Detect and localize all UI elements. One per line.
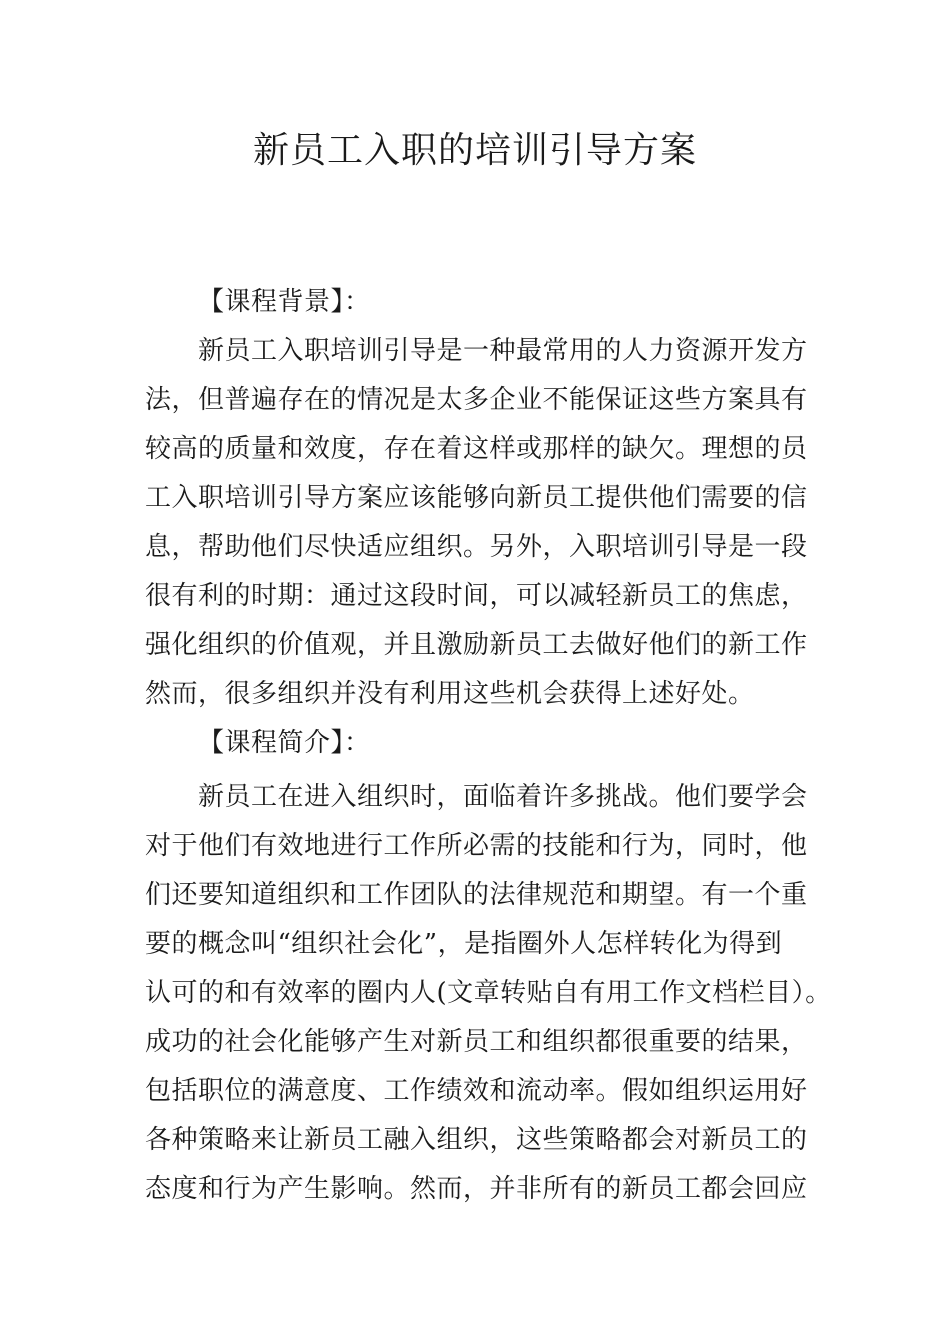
paragraph-line: 对于他们有效地进行工作所必需的技能和行为，同时，他 [145, 831, 808, 861]
paragraph-line: 工入职培训引导方案应该能够向新员工提供他们需要的信 [145, 483, 808, 513]
paragraph-line: 包括职位的满意度、工作绩效和流动率。假如组织运用好 [145, 1076, 808, 1106]
document-title: 新员工入职的培训引导方案 [252, 130, 697, 171]
paragraph-line: 态度和行为产生影响。然而，并非所有的新员工都会回应 [145, 1174, 808, 1204]
paragraph-line: 新员工在进入组织时，面临着许多挑战。他们要学会 [198, 782, 808, 812]
paragraph-line: 很有利的时期：通过这段时间，可以减轻新员工的焦虑， [145, 581, 808, 611]
paragraph-line: 息，帮助他们尽快适应组织。另外，入职培训引导是一段 [145, 532, 808, 562]
paragraph-line: 成功的社会化能够产生对新员工和组织都很重要的结果， [145, 1027, 808, 1057]
section-heading-background: 【课程背景】： [198, 287, 371, 317]
paragraph-line: 们还要知道组织和工作团队的法律规范和期望。有一个重 [145, 880, 808, 910]
paragraph-line: 新员工入职培训引导是一种最常用的人力资源开发方 [198, 336, 808, 366]
paragraph-line: 较高的质量和效度，存在着这样或那样的缺欠。理想的员 [145, 434, 808, 464]
paragraph-line: 要的概念叫“组织社会化”，是指圈外人怎样转化为得到 [145, 929, 783, 959]
paragraph-line: 然而，很多组织并没有利用这些机会获得上述好处。 [145, 679, 755, 709]
paragraph-line: 各种策略来让新员工融入组织，这些策略都会对新员工的 [145, 1125, 808, 1155]
section-heading-intro: 【课程简介】： [198, 728, 371, 758]
paragraph-line: 认可的和有效率的圈内人(文章转贴自有用工作文档栏目）。 [145, 978, 832, 1008]
paragraph-line: 强化组织的价值观，并且激励新员工去做好他们的新工作 [145, 630, 808, 660]
paragraph-line: 法，但普遍存在的情况是太多企业不能保证这些方案具有 [145, 385, 808, 415]
